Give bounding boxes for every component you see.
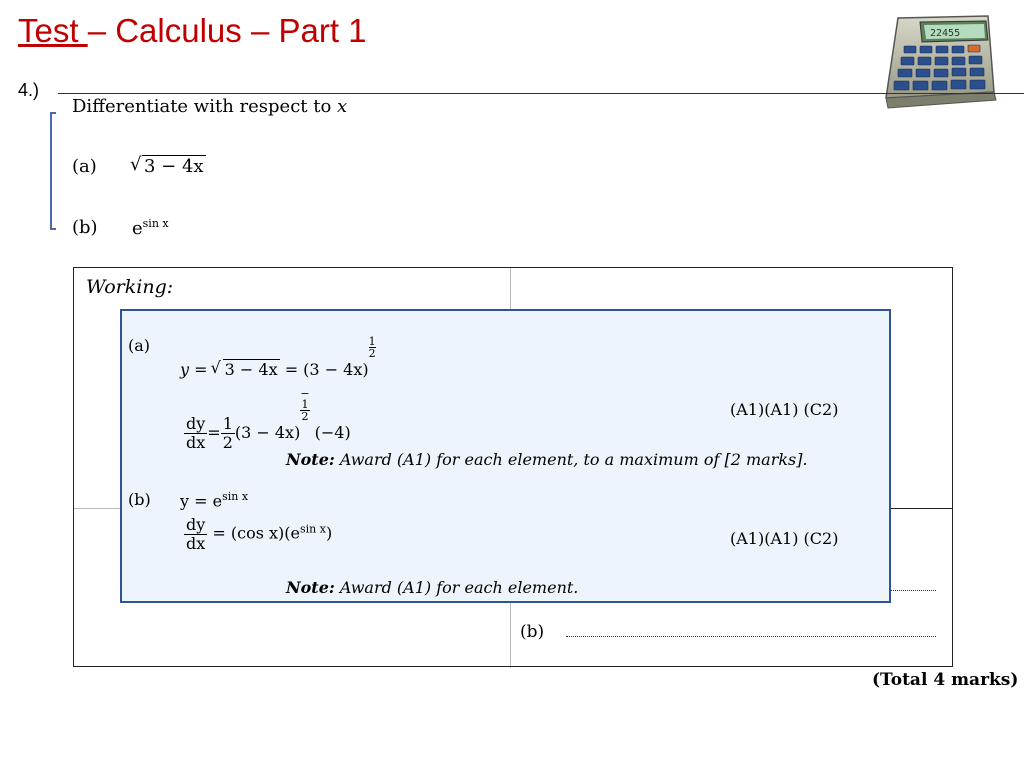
answer-line: [73, 666, 511, 667]
answer-b-label: (b): [520, 622, 545, 642]
ms-b-line1: $y = e^{sin x}$: [180, 490, 249, 511]
title-test: Test: [18, 12, 88, 49]
title-rest: – Calculus – Part 1: [87, 12, 367, 49]
ms-a-line1: y = √ 3 − 4x = (3 − 4x) $\frac{1}{2}$: [180, 336, 376, 379]
ms-a-note: Note: Award (A1) for each element, to a maximum of [2 marks].: [286, 450, 808, 469]
part-a-expression: √ 3 − 4x: [132, 156, 206, 177]
ms-a-line2: $\frac{dy}{dx}$ = $\frac{1}{2}$ (3 − 4x) − 1 2 (−4): [186, 387, 351, 452]
ms-b-label: (b): [128, 490, 151, 509]
ms-b-note: Note: Award (A1) for each element.: [286, 578, 579, 597]
answer-line: [74, 508, 122, 509]
working-label: Working:: [86, 276, 174, 298]
ms-b-line2: $\frac{dy}{dx}$ = (cos $x)(e^{sin x})$: [186, 515, 333, 553]
ms-b-marks: (A1)(A1) (C2): [730, 529, 839, 548]
question-number: 4.): [18, 80, 40, 100]
part-a-label: (a): [72, 156, 97, 177]
part-b-expression: $e^{sin x}$: [132, 217, 169, 239]
answer-b-dotted-line: [566, 628, 936, 637]
part-b-label: (b): [72, 217, 98, 238]
calculator-icon: [880, 14, 998, 110]
svg-text:22455: 22455: [930, 28, 961, 39]
question-instruction: Differentiate with respect to x: [72, 96, 348, 117]
question-rule: [58, 93, 1024, 94]
question-bracket: [50, 112, 58, 230]
ms-a-marks: (A1)(A1) (C2): [730, 400, 839, 419]
ms-a-label: (a): [128, 336, 151, 355]
slide-title: [18, 12, 367, 50]
total-marks: (Total 4 marks): [872, 670, 1019, 690]
